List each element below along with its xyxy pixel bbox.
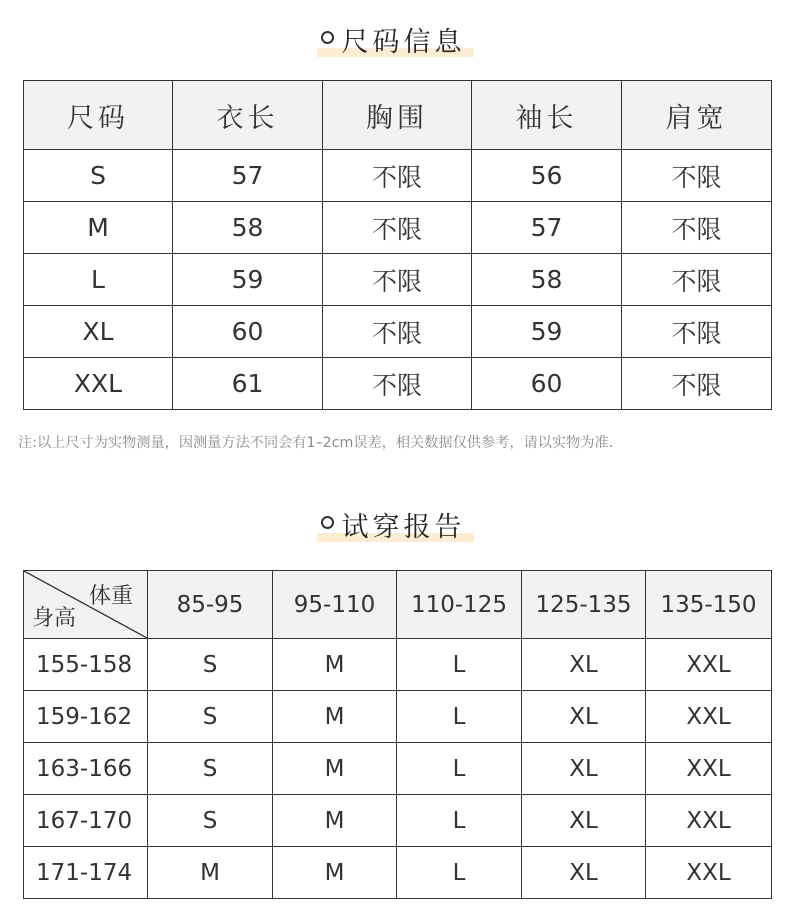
corner-header — [24, 571, 148, 639]
fit-section-title — [0, 505, 790, 545]
size-header-sleeve: 袖长 — [472, 81, 622, 150]
table-cell: 不限 — [323, 202, 472, 254]
weight-header: 85-95 — [148, 571, 273, 639]
size-section-title-text: 尺码信息 — [341, 27, 466, 58]
size-section-title — [0, 20, 790, 60]
weight-header: 95-110 — [273, 571, 397, 639]
table-cell: 不限 — [323, 306, 472, 358]
table-cell: M — [273, 639, 397, 691]
table-cell: M — [273, 743, 397, 795]
table-cell: 不限 — [622, 150, 772, 202]
table-cell: 57 — [173, 150, 323, 202]
table-cell: XL — [522, 743, 646, 795]
table-cell: M — [273, 847, 397, 899]
table-cell: XXL — [646, 743, 772, 795]
table-cell: 不限 — [622, 306, 772, 358]
size-table-header-row — [24, 81, 772, 150]
table-cell: 不限 — [323, 358, 472, 410]
table-cell: XXL — [24, 358, 173, 410]
measurement-note: 注:以上尺寸为实物测量，因测量方法不同会有1–2cm误差，相关数据仅供参考，请以实物为准. — [18, 435, 614, 451]
table-row — [24, 306, 772, 358]
table-row — [24, 639, 772, 691]
corner-weight-label: 体重 — [88, 584, 133, 609]
table-cell: XL — [522, 795, 646, 847]
weight-header: 135-150 — [646, 571, 772, 639]
table-cell: S — [148, 795, 273, 847]
fit-table — [23, 570, 772, 899]
table-cell: 不限 — [622, 358, 772, 410]
table-cell: 61 — [173, 358, 323, 410]
table-cell: XXL — [646, 795, 772, 847]
table-cell: 不限 — [622, 254, 772, 306]
circle-bullet-icon — [321, 31, 334, 44]
weight-header: 110-125 — [397, 571, 522, 639]
table-row — [24, 743, 772, 795]
table-cell: 58 — [472, 254, 622, 306]
table-cell: 不限 — [622, 202, 772, 254]
corner-height-label: 身高 — [32, 606, 77, 631]
table-cell: 不限 — [323, 254, 472, 306]
table-cell: XXL — [646, 847, 772, 899]
table-cell: 58 — [173, 202, 323, 254]
table-cell: L — [397, 795, 522, 847]
table-cell: S — [148, 743, 273, 795]
table-row — [24, 847, 772, 899]
table-cell: 57 — [472, 202, 622, 254]
table-cell: L — [397, 639, 522, 691]
table-row — [24, 150, 772, 202]
table-cell: L — [397, 691, 522, 743]
table-cell: 60 — [472, 358, 622, 410]
size-header-chest: 胸围 — [323, 81, 472, 150]
size-header-size: 尺码 — [24, 81, 173, 150]
table-row — [24, 691, 772, 743]
table-cell: S — [148, 639, 273, 691]
table-cell: 60 — [173, 306, 323, 358]
table-cell: 59 — [472, 306, 622, 358]
table-cell: 59 — [173, 254, 323, 306]
height-cell: 159-162 — [24, 691, 148, 743]
table-row — [24, 358, 772, 410]
size-table — [23, 80, 772, 410]
size-header-shoulder: 肩宽 — [622, 81, 772, 150]
table-cell: M — [273, 691, 397, 743]
height-cell: 155-158 — [24, 639, 148, 691]
weight-header: 125-135 — [522, 571, 646, 639]
fit-section-title-text: 试穿报告 — [341, 512, 466, 543]
height-cell: 167-170 — [24, 795, 148, 847]
table-cell: XXL — [646, 691, 772, 743]
height-cell: 163-166 — [24, 743, 148, 795]
table-cell: M — [148, 847, 273, 899]
table-cell: XL — [522, 847, 646, 899]
table-cell: 56 — [472, 150, 622, 202]
table-cell: L — [24, 254, 173, 306]
table-cell: S — [148, 691, 273, 743]
table-row — [24, 795, 772, 847]
table-cell: S — [24, 150, 173, 202]
table-cell: XL — [24, 306, 173, 358]
table-cell: XL — [522, 691, 646, 743]
table-cell: L — [397, 743, 522, 795]
circle-bullet-icon — [321, 516, 334, 529]
fit-table-header-row — [24, 571, 772, 639]
table-row — [24, 202, 772, 254]
table-row — [24, 254, 772, 306]
table-cell: XXL — [646, 639, 772, 691]
table-cell: M — [24, 202, 173, 254]
table-cell: XL — [522, 639, 646, 691]
table-cell: M — [273, 795, 397, 847]
table-cell: L — [397, 847, 522, 899]
height-cell: 171-174 — [24, 847, 148, 899]
table-cell: 不限 — [323, 150, 472, 202]
size-header-length: 衣长 — [173, 81, 323, 150]
